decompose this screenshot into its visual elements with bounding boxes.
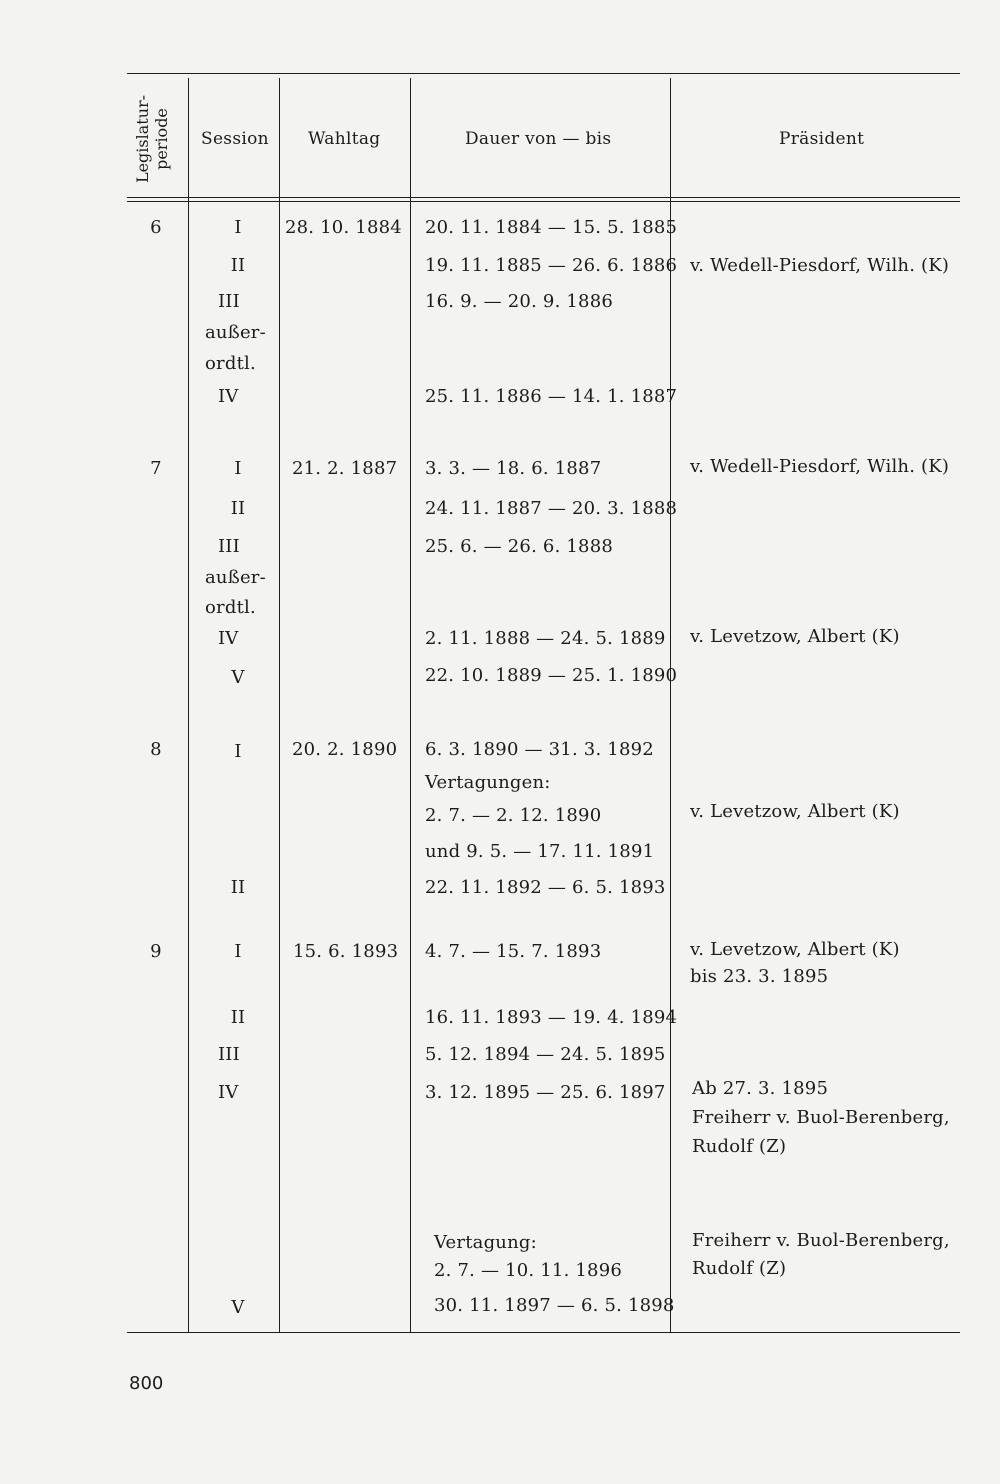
session-cell: I <box>234 458 242 479</box>
table-bottom-rule <box>127 1332 960 1333</box>
session-cell: III <box>218 536 240 557</box>
dauer-cell: 2. 7. — 10. 11. 1896 <box>434 1260 623 1281</box>
dauer-cell: 25. 11. 1886 — 14. 1. 1887 <box>425 386 678 407</box>
session-note: ordtl. <box>205 353 256 374</box>
session-cell: II <box>230 498 246 519</box>
dauer-cell: 20. 11. 1884 — 15. 5. 1885 <box>425 217 678 238</box>
header-legislatur-line2: periode <box>152 108 171 170</box>
column-divider-3 <box>410 78 411 1333</box>
session-cell: IV <box>218 386 239 407</box>
header-bottom-rule <box>127 197 960 198</box>
session-cell: IV <box>218 1082 239 1103</box>
dauer-cell: 6. 3. 1890 — 31. 3. 1892 <box>425 739 654 760</box>
wahltag-cell: 15. 6. 1893 <box>293 941 399 962</box>
header-praesident: Präsident <box>779 129 865 149</box>
session-cell: V <box>231 1297 245 1318</box>
page-number: 800 <box>129 1373 164 1394</box>
session-note: außer- <box>205 567 266 588</box>
dauer-cell: 3. 3. — 18. 6. 1887 <box>425 458 602 479</box>
dauer-cell: 22. 11. 1892 — 6. 5. 1893 <box>425 877 666 898</box>
header-legislaturperiode <box>133 95 171 183</box>
header-session: Session <box>201 129 269 149</box>
dauer-cell: 19. 11. 1885 — 26. 6. 1886 <box>425 255 678 276</box>
dauer-cell: 16. 9. — 20. 9. 1886 <box>425 291 614 312</box>
session-cell: II <box>230 877 246 898</box>
dauer-cell: 5. 12. 1894 — 24. 5. 1895 <box>425 1044 666 1065</box>
praesident-cell: Rudolf (Z) <box>692 1258 787 1279</box>
column-divider-1 <box>188 78 189 1333</box>
periode-cell: 8 <box>150 739 162 760</box>
praesident-cell: bis 23. 3. 1895 <box>690 966 829 987</box>
session-cell: IV <box>218 628 239 649</box>
praesident-cell: v. Wedell-Piesdorf, Wilh. (K) <box>690 255 950 276</box>
wahltag-cell: 21. 2. 1887 <box>292 458 398 479</box>
header-dauer: Dauer von — bis <box>465 129 612 149</box>
dauer-cell: und 9. 5. — 17. 11. 1891 <box>425 841 655 862</box>
wahltag-cell: 20. 2. 1890 <box>292 739 398 760</box>
dauer-cell: 22. 10. 1889 — 25. 1. 1890 <box>425 665 678 686</box>
dauer-cell: 3. 12. 1895 — 25. 6. 1897 <box>425 1082 666 1103</box>
session-cell: I <box>234 941 242 962</box>
dauer-cell: 25. 6. — 26. 6. 1888 <box>425 536 614 557</box>
dauer-cell: 4. 7. — 15. 7. 1893 <box>425 941 602 962</box>
session-cell: III <box>218 291 240 312</box>
session-cell: I <box>234 217 242 238</box>
wahltag-cell: 28. 10. 1884 <box>285 217 402 238</box>
dauer-cell: 24. 11. 1887 — 20. 3. 1888 <box>425 498 678 519</box>
dauer-cell: 2. 7. — 2. 12. 1890 <box>425 805 602 826</box>
header-legislatur-line1: Legislatur- <box>133 94 152 184</box>
periode-cell: 7 <box>150 458 162 479</box>
session-cell: II <box>230 1007 246 1028</box>
session-note: außer- <box>205 322 266 343</box>
praesident-cell: v. Levetzow, Albert (K) <box>690 626 900 647</box>
praesident-cell: Rudolf (Z) <box>692 1136 787 1157</box>
dauer-cell: Vertagung: <box>434 1232 537 1253</box>
periode-cell: 6 <box>150 217 162 238</box>
praesident-cell: Ab 27. 3. 1895 <box>692 1078 829 1099</box>
table-top-rule <box>127 73 960 74</box>
praesident-cell: Freiherr v. Buol-Berenberg, <box>692 1230 950 1251</box>
session-cell: V <box>231 667 245 688</box>
session-cell: II <box>230 255 246 276</box>
header-wahltag: Wahltag <box>308 129 381 149</box>
header-bottom-rule-2 <box>127 201 960 202</box>
session-cell: I <box>234 741 242 762</box>
session-note: ordtl. <box>205 597 256 618</box>
praesident-cell: Freiherr v. Buol-Berenberg, <box>692 1107 950 1128</box>
praesident-cell: v. Wedell-Piesdorf, Wilh. (K) <box>690 456 950 477</box>
dauer-cell: 16. 11. 1893 — 19. 4. 1894 <box>425 1007 678 1028</box>
dauer-cell: 2. 11. 1888 — 24. 5. 1889 <box>425 628 666 649</box>
periode-cell: 9 <box>150 941 162 962</box>
praesident-cell: v. Levetzow, Albert (K) <box>690 801 900 822</box>
dauer-cell: 30. 11. 1897 — 6. 5. 1898 <box>434 1295 675 1316</box>
session-cell: III <box>218 1044 240 1065</box>
praesident-cell: v. Levetzow, Albert (K) <box>690 939 900 960</box>
dauer-cell: Vertagungen: <box>425 772 551 793</box>
column-divider-2 <box>279 78 280 1333</box>
